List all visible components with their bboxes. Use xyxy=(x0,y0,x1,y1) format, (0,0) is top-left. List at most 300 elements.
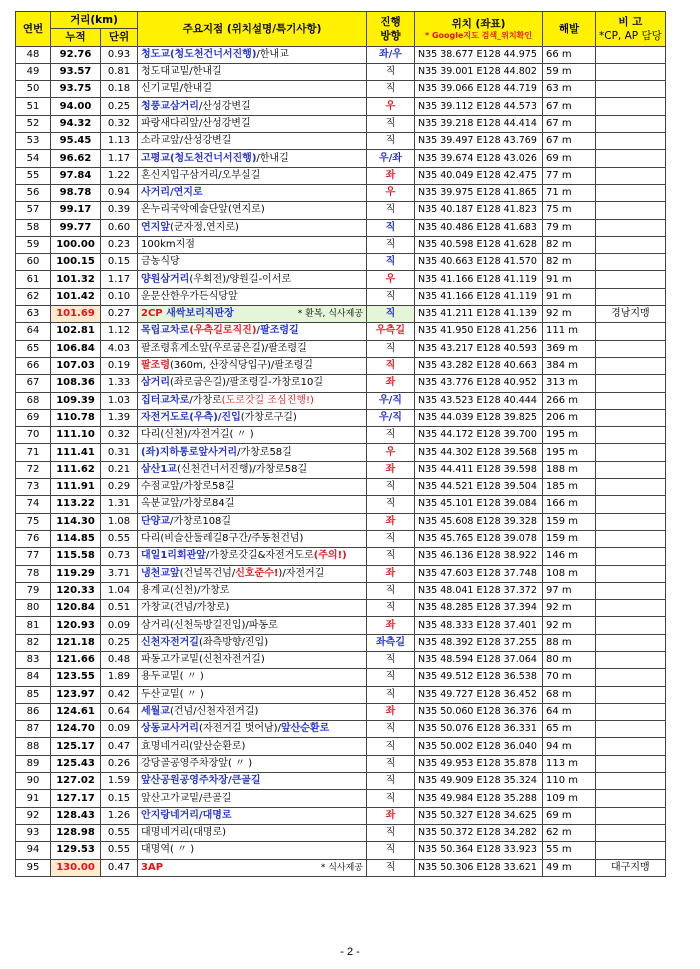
table-row xyxy=(16,565,666,582)
place-text: (자전거길 벗어남)/ xyxy=(198,723,281,735)
elevation: 67 m xyxy=(543,98,596,115)
direction: 직 xyxy=(367,600,415,617)
place-text: 운문산한우가든식당앞 xyxy=(141,290,238,302)
place-description xyxy=(138,461,367,478)
place-description xyxy=(138,219,367,236)
note xyxy=(596,686,666,703)
header-direction xyxy=(367,12,415,47)
row-number: 77 xyxy=(16,548,51,565)
segment-km: 1.33 xyxy=(101,375,138,392)
place-description xyxy=(138,634,367,651)
place-description xyxy=(138,721,367,738)
place-text: 앞산공원공영주차장/큰골길 xyxy=(141,775,261,787)
header-elevation: 해발 xyxy=(543,12,596,47)
cumulative-km: 92.76 xyxy=(51,46,101,63)
note xyxy=(596,548,666,565)
segment-km: 1.89 xyxy=(101,669,138,686)
table-row xyxy=(16,427,666,444)
note xyxy=(596,409,666,426)
row-number: 85 xyxy=(16,686,51,703)
place-text: 냉천교앞 xyxy=(141,567,180,579)
row-number: 48 xyxy=(16,46,51,63)
direction: 우 xyxy=(367,98,415,115)
place-text: (좌로굽은길)/팔조령길-가창로10길 xyxy=(169,377,324,389)
place-description xyxy=(138,548,367,565)
place-text: (우측길로직진) xyxy=(189,325,257,337)
table-row xyxy=(16,548,666,565)
row-number: 82 xyxy=(16,634,51,651)
cumulative-km: 111.91 xyxy=(51,479,101,496)
table-row xyxy=(16,686,666,703)
place-text: (가창로구길) xyxy=(240,411,297,423)
table-row xyxy=(16,496,666,513)
place-text: /한내길 xyxy=(256,152,289,164)
place-description xyxy=(138,496,367,513)
note xyxy=(596,184,666,201)
place-text: 세월교 xyxy=(141,706,170,718)
elevation: 79 m xyxy=(543,219,596,236)
row-number: 86 xyxy=(16,703,51,720)
table-row xyxy=(16,738,666,755)
table-row xyxy=(16,81,666,98)
place-text: (건널목건넘/ xyxy=(179,567,236,579)
coordinates: N35 44.521 E128 39.504 xyxy=(415,479,543,496)
note xyxy=(596,357,666,374)
note xyxy=(596,582,666,599)
place-text: /한내교 xyxy=(256,48,289,60)
place-description xyxy=(138,651,367,668)
row-number: 80 xyxy=(16,600,51,617)
coordinates: N35 50.327 E128 34.625 xyxy=(415,807,543,824)
place-text: 옥분교앞/가창로84길 xyxy=(141,498,235,510)
note xyxy=(596,530,666,547)
cumulative-km: 100.00 xyxy=(51,236,101,253)
place-description xyxy=(138,444,367,461)
place-description xyxy=(138,288,367,305)
cumulative-km: 94.00 xyxy=(51,98,101,115)
direction: 좌 xyxy=(367,167,415,184)
note xyxy=(596,842,666,859)
direction: 직 xyxy=(367,219,415,236)
cumulative-km: 114.85 xyxy=(51,530,101,547)
direction: 직 xyxy=(367,669,415,686)
direction: 우 xyxy=(367,184,415,201)
place-text: 신호준수! xyxy=(235,567,279,579)
place-description xyxy=(138,375,367,392)
row-number: 88 xyxy=(16,738,51,755)
row-number: 90 xyxy=(16,773,51,790)
note xyxy=(596,738,666,755)
header-position xyxy=(415,12,543,47)
place-text: (좌측방향/진입) xyxy=(198,636,269,648)
note xyxy=(596,824,666,841)
coordinates: N35 39.674 E128 43.026 xyxy=(415,150,543,167)
cumulative-km: 101.42 xyxy=(51,288,101,305)
cumulative-km: 111.41 xyxy=(51,444,101,461)
coordinates: N35 43.282 E128 40.663 xyxy=(415,357,543,374)
segment-km: 0.15 xyxy=(101,790,138,807)
direction: 직 xyxy=(367,686,415,703)
segment-km: 0.93 xyxy=(101,46,138,63)
segment-km: 0.26 xyxy=(101,755,138,772)
coordinates: N35 50.364 E128 33.923 xyxy=(415,842,543,859)
note xyxy=(596,115,666,132)
place-text: 용두교밑( 〃 ) xyxy=(141,671,204,683)
segment-km: 0.15 xyxy=(101,254,138,271)
cumulative-km: 95.45 xyxy=(51,133,101,150)
place-description xyxy=(138,773,367,790)
note xyxy=(596,150,666,167)
place-description xyxy=(138,859,367,876)
place-text: 대명역( 〃 ) xyxy=(141,844,195,856)
direction: 직 xyxy=(367,496,415,513)
coordinates: N35 43.217 E128 40.593 xyxy=(415,340,543,357)
row-number: 62 xyxy=(16,288,51,305)
row-number: 84 xyxy=(16,669,51,686)
segment-km: 0.51 xyxy=(101,600,138,617)
row-number: 76 xyxy=(16,530,51,547)
place-description xyxy=(138,46,367,63)
header-note-line1: 비 고 xyxy=(618,15,643,28)
cumulative-km: 124.70 xyxy=(51,721,101,738)
note xyxy=(596,600,666,617)
place-description xyxy=(138,150,367,167)
header-no: 연번 xyxy=(16,12,51,47)
place-description xyxy=(138,669,367,686)
table-row xyxy=(16,392,666,409)
table-row xyxy=(16,340,666,357)
cumulative-km: 123.97 xyxy=(51,686,101,703)
cumulative-km: 124.61 xyxy=(51,703,101,720)
coordinates: N35 44.039 E128 39.825 xyxy=(415,409,543,426)
direction: 직 xyxy=(367,651,415,668)
cumulative-km: 107.03 xyxy=(51,357,101,374)
row-number: 63 xyxy=(16,306,51,323)
coordinates: N35 48.041 E128 37.372 xyxy=(415,582,543,599)
table-row xyxy=(16,842,666,859)
table-row xyxy=(16,63,666,80)
direction: 우 xyxy=(367,444,415,461)
row-number: 91 xyxy=(16,790,51,807)
place-text: 가창교(건넘/가창로) xyxy=(141,602,230,614)
table-row xyxy=(16,184,666,201)
elevation: 109 m xyxy=(543,790,596,807)
coordinates: N35 49.909 E128 35.324 xyxy=(415,773,543,790)
header-unit: 단위 xyxy=(101,29,138,46)
place-description xyxy=(138,617,367,634)
table-row xyxy=(16,582,666,599)
segment-km: 1.17 xyxy=(101,150,138,167)
segment-km: 0.47 xyxy=(101,738,138,755)
coordinates: N35 50.306 E128 33.621 xyxy=(415,859,543,876)
table-row xyxy=(16,357,666,374)
row-number: 68 xyxy=(16,392,51,409)
place-text: 삼거리(신천둑방길진입)/파동로 xyxy=(141,619,278,631)
place-description xyxy=(138,513,367,530)
note xyxy=(596,651,666,668)
place-description xyxy=(138,323,367,340)
place-description xyxy=(138,81,367,98)
place-description xyxy=(138,306,367,323)
elevation: 71 m xyxy=(543,184,596,201)
coordinates: N35 39.975 E128 41.865 xyxy=(415,184,543,201)
cumulative-km: 97.84 xyxy=(51,167,101,184)
cumulative-km: 101.69 xyxy=(51,306,101,323)
coordinates: N35 49.984 E128 35.288 xyxy=(415,790,543,807)
note xyxy=(596,513,666,530)
direction: 직 xyxy=(367,63,415,80)
row-number: 55 xyxy=(16,167,51,184)
direction: 직 xyxy=(367,582,415,599)
coordinates: N35 50.060 E128 36.376 xyxy=(415,703,543,720)
cumulative-km: 119.29 xyxy=(51,565,101,582)
table-row xyxy=(16,479,666,496)
cumulative-km: 115.58 xyxy=(51,548,101,565)
cumulative-km: 109.39 xyxy=(51,392,101,409)
cumulative-km: 129.53 xyxy=(51,842,101,859)
place-text: 단양교 xyxy=(141,515,170,527)
elevation: 69 m xyxy=(543,807,596,824)
table-row xyxy=(16,600,666,617)
cumulative-km: 120.84 xyxy=(51,600,101,617)
direction: 직 xyxy=(367,738,415,755)
row-number: 49 xyxy=(16,63,51,80)
row-number: 83 xyxy=(16,651,51,668)
segment-km: 0.48 xyxy=(101,651,138,668)
place-description xyxy=(138,98,367,115)
place-text: 파동고가교밑(신천자전거길) xyxy=(141,654,265,666)
cumulative-km: 128.43 xyxy=(51,807,101,824)
coordinates: N35 39.066 E128 44.719 xyxy=(415,81,543,98)
table-row xyxy=(16,288,666,305)
place-description xyxy=(138,530,367,547)
coordinates: N35 39.112 E128 44.573 xyxy=(415,98,543,115)
segment-km: 0.19 xyxy=(101,357,138,374)
table-row xyxy=(16,133,666,150)
table-row xyxy=(16,98,666,115)
elevation: 159 m xyxy=(543,513,596,530)
direction: 좌 xyxy=(367,513,415,530)
elevation: 195 m xyxy=(543,444,596,461)
direction: 우 xyxy=(367,271,415,288)
cumulative-km: 111.62 xyxy=(51,461,101,478)
place-text: 대명네거리(대명로) xyxy=(141,827,227,839)
elevation: 313 m xyxy=(543,375,596,392)
place-description xyxy=(138,479,367,496)
cumulative-km: 128.98 xyxy=(51,824,101,841)
place-description xyxy=(138,824,367,841)
cumulative-km: 130.00 xyxy=(51,859,101,876)
place-text: /가창로 xyxy=(189,394,222,406)
coordinates: N35 44.411 E128 39.598 xyxy=(415,461,543,478)
coordinates: N35 38.677 E128 44.975 xyxy=(415,46,543,63)
segment-km: 0.32 xyxy=(101,115,138,132)
note xyxy=(596,202,666,219)
cumulative-km: 125.17 xyxy=(51,738,101,755)
coordinates: N35 39.497 E128 43.769 xyxy=(415,133,543,150)
segment-km: 0.64 xyxy=(101,703,138,720)
place-text: 집터교차로 xyxy=(141,394,190,406)
header-position-title: 위치 (좌표) xyxy=(451,17,506,30)
note xyxy=(596,271,666,288)
direction: 우/직 xyxy=(367,409,415,426)
note xyxy=(596,167,666,184)
direction: 좌 xyxy=(367,807,415,824)
coordinates: N35 44.172 E128 39.700 xyxy=(415,427,543,444)
coordinates: N35 47.603 E128 37.748 xyxy=(415,565,543,582)
table-row xyxy=(16,703,666,720)
header-position-sub: * Google지도 검색_위치확인 xyxy=(424,30,533,40)
elevation: 91 m xyxy=(543,288,596,305)
segment-km: 1.26 xyxy=(101,807,138,824)
note xyxy=(596,669,666,686)
elevation: 82 m xyxy=(543,236,596,253)
elevation: 67 m xyxy=(543,133,596,150)
cumulative-km: 99.77 xyxy=(51,219,101,236)
place-text: 혼신지입구삼거리/오부실길 xyxy=(141,169,261,181)
coordinates: N35 41.166 E128 41.119 xyxy=(415,271,543,288)
place-text: 2CP xyxy=(141,308,163,320)
table-row xyxy=(16,306,666,323)
coordinates: N35 48.285 E128 37.394 xyxy=(415,600,543,617)
coordinates: N35 49.512 E128 36.538 xyxy=(415,669,543,686)
direction: 우측길 xyxy=(367,323,415,340)
table-row xyxy=(16,790,666,807)
direction: 직 xyxy=(367,530,415,547)
segment-km: 0.32 xyxy=(101,427,138,444)
cumulative-km: 93.57 xyxy=(51,63,101,80)
place-text: 파랑새다리앞/산성강변길 xyxy=(141,117,251,129)
place-text: 신기교밑/한내길 xyxy=(141,83,212,95)
segment-km: 0.25 xyxy=(101,98,138,115)
row-number: 60 xyxy=(16,254,51,271)
coordinates: N35 45.608 E128 39.328 xyxy=(415,513,543,530)
coordinates: N35 41.211 E128 41.139 xyxy=(415,306,543,323)
elevation: 64 m xyxy=(543,703,596,720)
coordinates: N35 49.953 E128 35.878 xyxy=(415,755,543,772)
place-text: 대일1리회관앞 xyxy=(141,550,206,562)
direction: 직 xyxy=(367,357,415,374)
note xyxy=(596,288,666,305)
cumulative-km: 96.62 xyxy=(51,150,101,167)
route-rows xyxy=(16,46,666,876)
segment-km: 0.29 xyxy=(101,479,138,496)
segment-km: 0.94 xyxy=(101,184,138,201)
direction: 우/직 xyxy=(367,392,415,409)
segment-km: 1.04 xyxy=(101,582,138,599)
elevation: 70 m xyxy=(543,669,596,686)
note xyxy=(596,81,666,98)
place-text: 자전거도로(우측)/진입 xyxy=(141,411,241,423)
elevation: 63 m xyxy=(543,81,596,98)
cumulative-km: 123.55 xyxy=(51,669,101,686)
note xyxy=(596,46,666,63)
table-row xyxy=(16,669,666,686)
note xyxy=(596,375,666,392)
segment-km: 4.03 xyxy=(101,340,138,357)
table-row xyxy=(16,150,666,167)
place-text: 상동교사거리 xyxy=(141,723,199,735)
table-row xyxy=(16,409,666,426)
elevation: 185 m xyxy=(543,479,596,496)
place-text: /팔조령길 xyxy=(256,325,299,337)
row-number: 89 xyxy=(16,755,51,772)
place-description xyxy=(138,738,367,755)
place-description xyxy=(138,271,367,288)
segment-km: 0.42 xyxy=(101,686,138,703)
row-number: 92 xyxy=(16,807,51,824)
header-note xyxy=(596,12,666,47)
segment-km: 0.81 xyxy=(101,63,138,80)
place-text: 목립교차로 xyxy=(141,325,190,337)
segment-km: 0.27 xyxy=(101,306,138,323)
cumulative-km: 120.33 xyxy=(51,582,101,599)
note xyxy=(596,392,666,409)
header-distance: 거리(km) xyxy=(51,12,138,29)
place-description xyxy=(138,184,367,201)
direction: 직 xyxy=(367,236,415,253)
place-description xyxy=(138,790,367,807)
place-text: 금농식당 xyxy=(141,256,180,268)
row-number: 94 xyxy=(16,842,51,859)
direction: 직 xyxy=(367,824,415,841)
segment-km: 0.47 xyxy=(101,859,138,876)
note xyxy=(596,496,666,513)
place-text: 다리(신천)/자전거길( 〃 ) xyxy=(141,429,254,441)
cumulative-km: 98.78 xyxy=(51,184,101,201)
coordinates: N35 46.136 E128 38.922 xyxy=(415,548,543,565)
header-direction-line2: 방향 xyxy=(380,29,401,42)
coordinates: N35 41.950 E128 41.256 xyxy=(415,323,543,340)
direction: 좌측길 xyxy=(367,634,415,651)
cumulative-km: 102.81 xyxy=(51,323,101,340)
place-description xyxy=(138,427,367,444)
coordinates: N35 39.218 E128 44.414 xyxy=(415,115,543,132)
note xyxy=(596,323,666,340)
note xyxy=(596,219,666,236)
segment-km: 1.08 xyxy=(101,513,138,530)
place-text: 소라교앞/산성강변길 xyxy=(141,135,232,147)
note xyxy=(596,461,666,478)
row-number: 70 xyxy=(16,427,51,444)
direction: 직 xyxy=(367,340,415,357)
direction: 직 xyxy=(367,755,415,772)
coordinates: N35 40.049 E128 42.475 xyxy=(415,167,543,184)
row-number: 93 xyxy=(16,824,51,841)
segment-km: 1.03 xyxy=(101,392,138,409)
cumulative-km: 113.22 xyxy=(51,496,101,513)
table-row xyxy=(16,807,666,824)
elevation: 75 m xyxy=(543,202,596,219)
table-row xyxy=(16,323,666,340)
place-text: 팔조령 xyxy=(141,360,170,372)
place-description xyxy=(138,565,367,582)
place-text: (건넘/신천자전거길) xyxy=(169,706,259,718)
coordinates: N35 44.302 E128 39.568 xyxy=(415,444,543,461)
coordinates: N35 41.166 E128 41.119 xyxy=(415,288,543,305)
direction: 직 xyxy=(367,773,415,790)
direction: 좌 xyxy=(367,565,415,582)
elevation: 110 m xyxy=(543,773,596,790)
cumulative-km: 121.18 xyxy=(51,634,101,651)
elevation: 91 m xyxy=(543,271,596,288)
table-row xyxy=(16,721,666,738)
row-number: 58 xyxy=(16,219,51,236)
note xyxy=(596,340,666,357)
cumulative-km: 127.02 xyxy=(51,773,101,790)
note xyxy=(596,565,666,582)
elevation: 146 m xyxy=(543,548,596,565)
